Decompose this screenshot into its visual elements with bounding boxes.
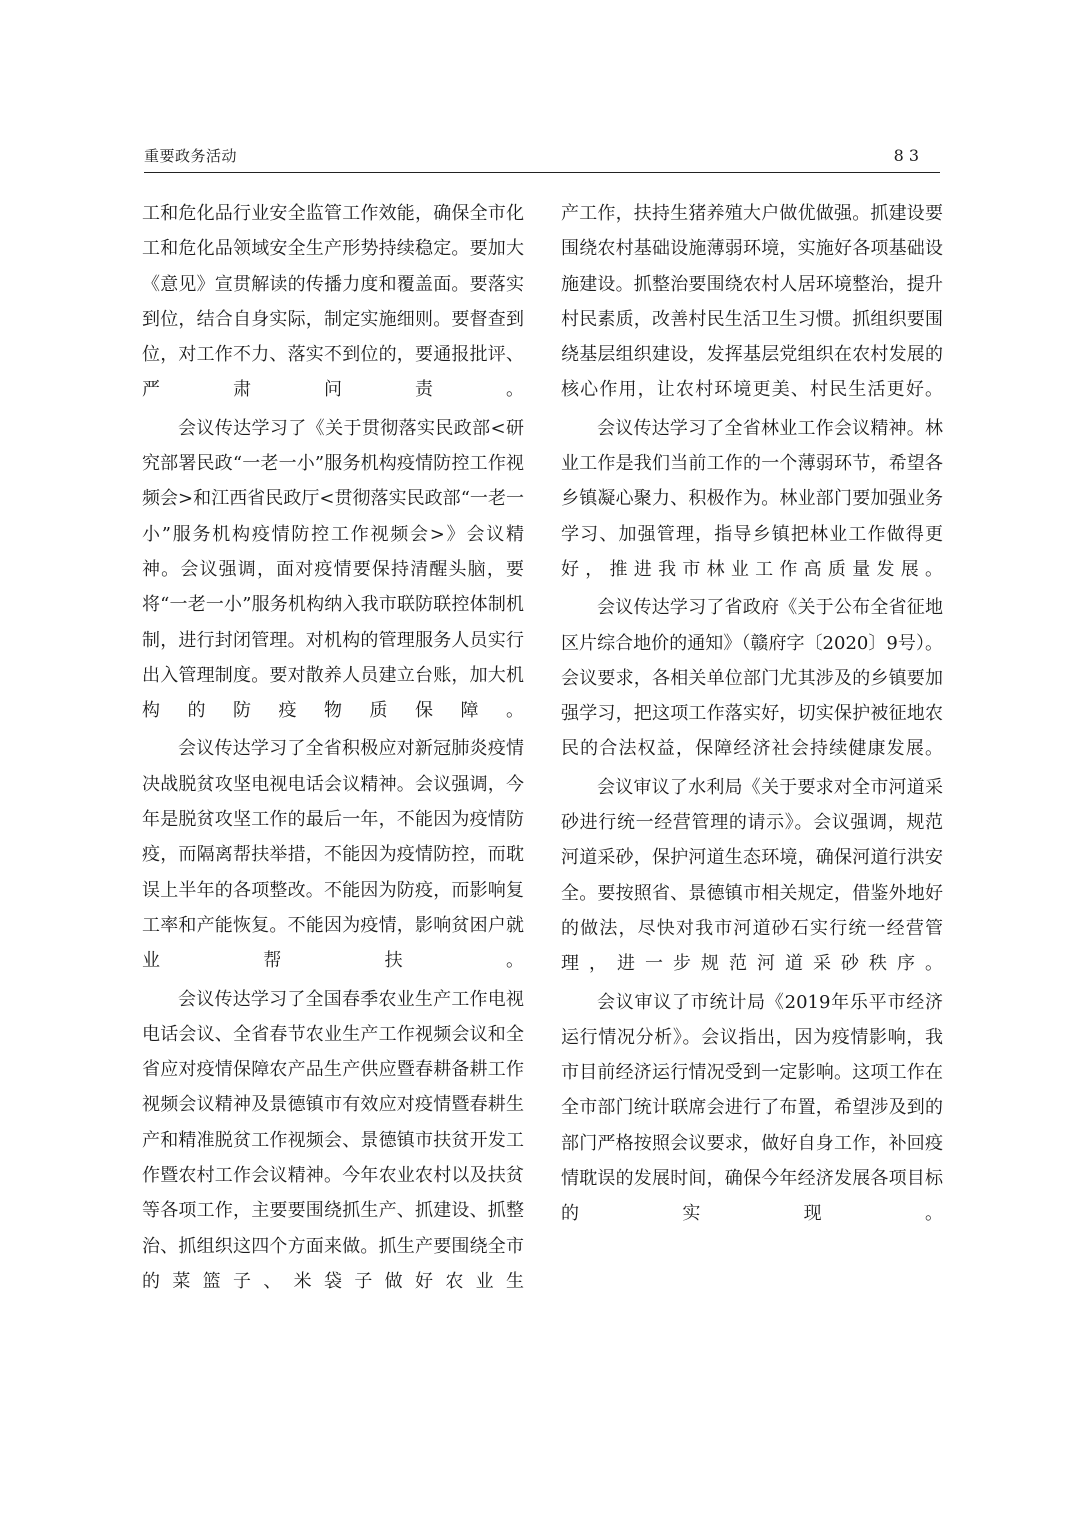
section-title: 重要政务活动	[144, 147, 238, 165]
paragraph: 工和危化品行业安全监管工作效能，确保全市化工和危化品领域安全生产形势持续稳定。要加大《意见》宣贯解读的传播力度和覆盖面。要落实到位，结合自身实际，制定实施细则。要督查到位，对工作不力、落实不到位的，要通报批评、严肃问责。	[142, 203, 524, 401]
paragraph: 会议传达学习了全省林业工作会议精神。林业工作是我们当前工作的一个薄弱环节，希望各乡镇凝心聚力、积极作为。林业部门要加强业务学习、加强管理，指导乡镇把林业工作做得更好，推进我市林业工作高质量发展。	[561, 417, 943, 580]
paragraph: 会议传达学习了《关于贯彻落实民政部<研究部署民政“一老一小”服务机构疫情防控工作视频会>和江西省民政厅<贯彻落实民政部“一老一小”服务机构疫情防控工作视频会>》会议精神。会议强调，面对疫情要保持清醒头脑，要将“一老一小”服务机构纳入我市联防联控体制机制，进行封闭管理。对机构的管理服务人员实行出入管理制度。要对散养人员建立台账，加大机构的防疫物质保障。	[142, 417, 524, 722]
paragraph: 会议审议了水利局《关于要求对全市河道采砂进行统一经营管理的请示》。会议强调，规范河道采砂，保护河道生态环境，确保河道行洪安全。要按照省、景德镇市相关规定，借鉴外地好的做法，尽快对我市河道砂石实行统一经营管理，进一步规范河道采砂秩序。	[561, 776, 943, 975]
page-number: 83	[893, 146, 924, 165]
paragraph: 会议传达学习了全省积极应对新冠肺炎疫情决战脱贫攻坚电视电话会议精神。会议强调，今年是脱贫攻坚工作的最后一年，不能因为疫情防疫，而隔离帮扶举措，不能因为疫情防控，而耽误上半年的各项整改。不能因为防疫，而影响复工率和产能恢复。不能因为疫情，影响贫困户就业帮扶。	[142, 738, 524, 972]
paragraph: 产工作，扶持生猪养殖大户做优做强。抓建设要围绕农村基础设施薄弱环境，实施好各项基础设施建设。抓整治要围绕农村人居环境整治，提升村民素质，改善村民生活卫生习惯。抓组织要围绕基层组织建设，发挥基层党组织在农村发展的核心作用，让农村环境更美、村民生活更好。	[561, 203, 943, 401]
right-column	[561, 196, 943, 1235]
paragraph: 会议审议了市统计局《2019年乐平市经济运行情况分析》。会议指出，因为疫情影响，我市目前经济运行情况受到一定影响。这项工作在全市部门统计联席会进行了布置，希望涉及到的部门严格按照会议要求，做好自身工作，补回疫情耽误的发展时间，确保今年经济发展各项目标的实现。	[561, 991, 943, 1225]
paragraph: 会议传达学习了省政府《关于公布全省征地区片综合地价的通知》（赣府字〔2020〕9号）。会议要求，各相关单位部门尤其涉及的乡镇要加强学习，把这项工作落实好，切实保护被征地农民的合法权益，保障经济社会持续健康发展。	[561, 597, 943, 760]
left-column	[142, 196, 524, 1302]
paragraph: 会议传达学习了全国春季农业生产工作电视电话会议、全省春节农业生产工作视频会议和全省应对疫情保障农产品生产供应暨春耕备耕工作视频会议精神及景德镇市有效应对疫情暨春耕生产和精准脱贫工作视频会、景德镇市扶贫开发工作暨农村工作会议精神。今年农业农村以及扶贫等各项工作，主要要围绕抓生产、抓建设、抓整治、抓组织这四个方面来做。抓生产要围绕全市的菜篮子、米袋子做好农业生	[142, 988, 524, 1292]
running-head	[144, 146, 940, 173]
